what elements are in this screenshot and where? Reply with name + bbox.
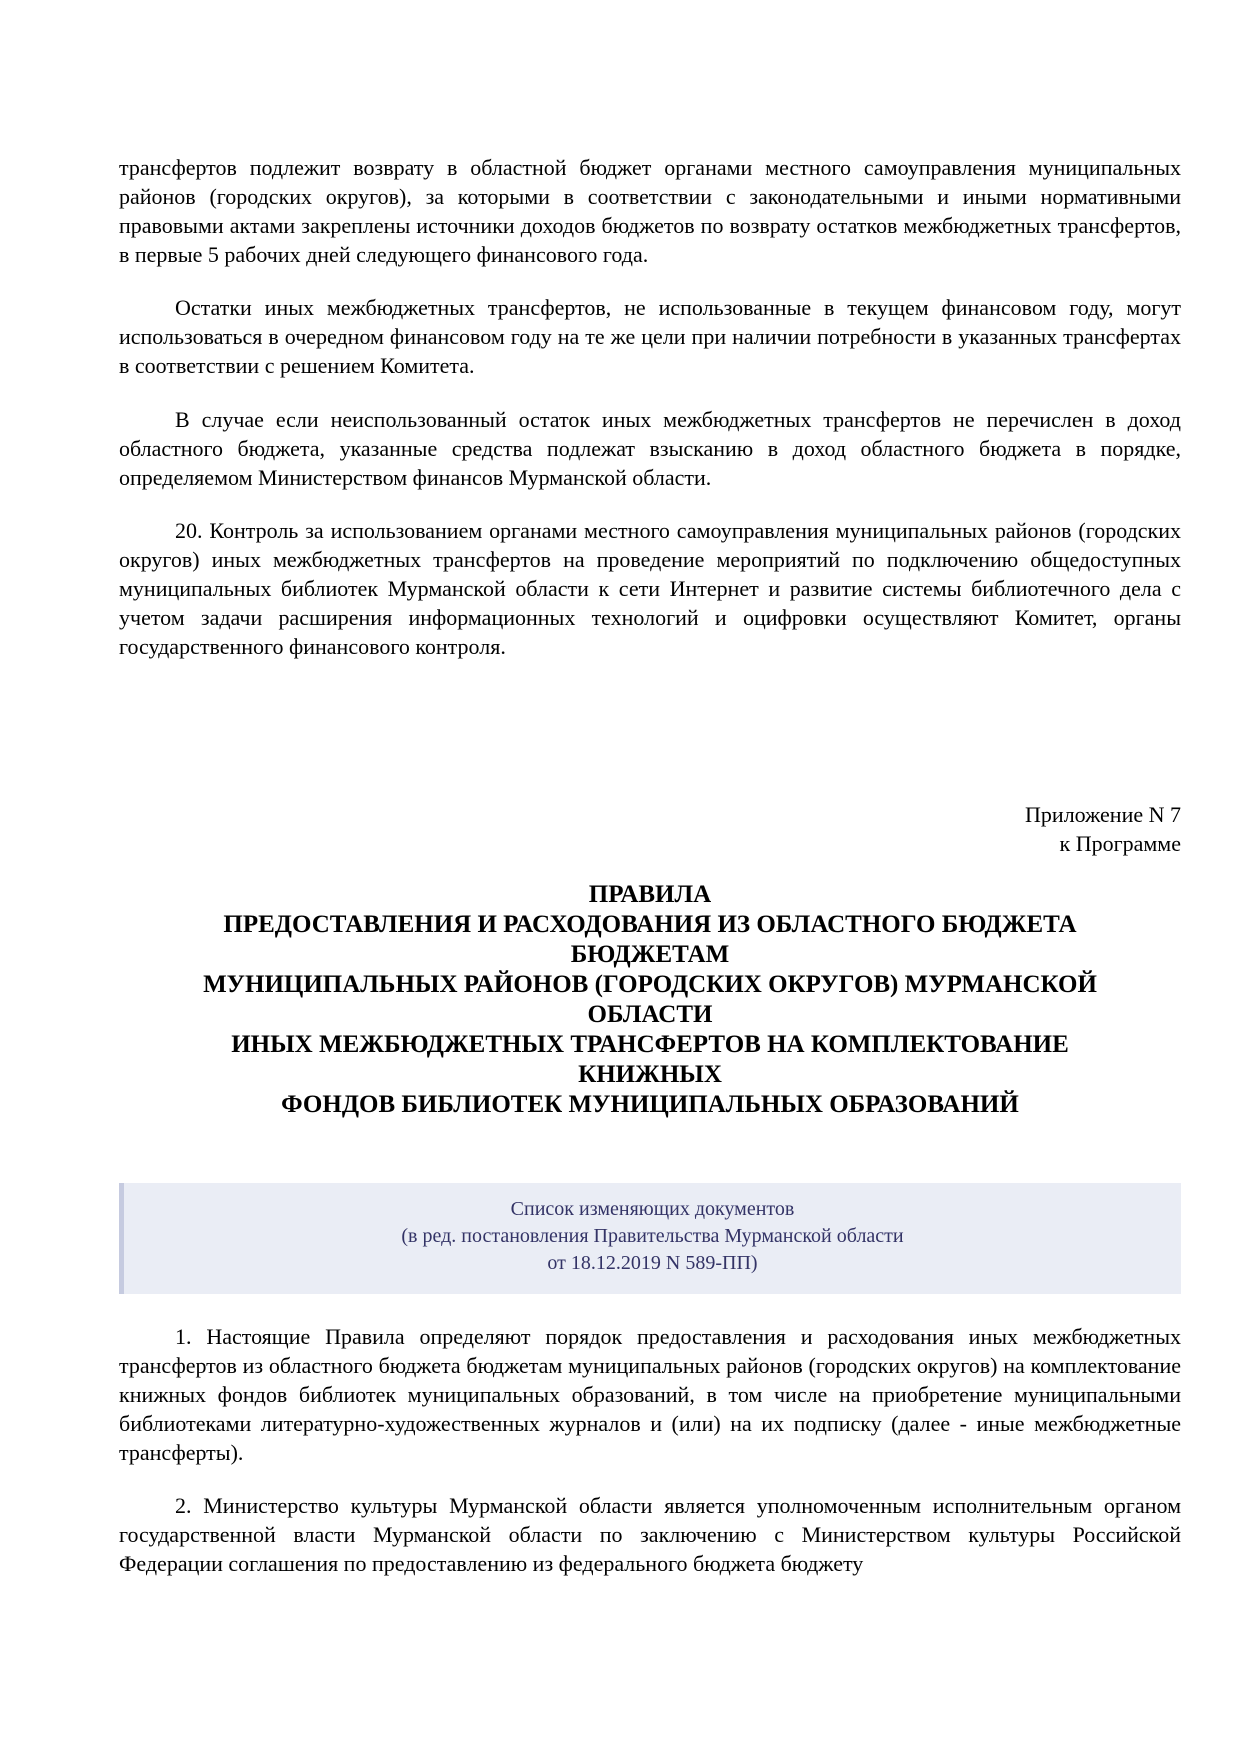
title-line: ПРАВИЛА bbox=[588, 881, 712, 908]
amendments-box bbox=[119, 1183, 1181, 1294]
title-line: ПРЕДОСТАВЛЕНИЯ И РАСХОДОВАНИЯ ИЗ ОБЛАСТНОГО БЮДЖЕТА bbox=[223, 911, 1077, 938]
paragraph-unused-remainder: В случае если неиспользованный остаток иных межбюджетных трансфертов не перечислен в доход областного бюджета, указанные средства подлежат взысканию в доход областного бюджета в порядке, определяемом Министерством финансов Мурманской области. bbox=[119, 407, 1181, 490]
title-line: ОБЛАСТИ bbox=[587, 1001, 713, 1028]
annex-number: Приложение N 7 bbox=[1025, 802, 1181, 827]
annex-label bbox=[1025, 800, 1181, 858]
paragraph-item-20: 20. Контроль за использованием органами местного самоуправления муниципальных районов (городских округов) иных межбюджетных трансфертов на проведение мероприятий по подключению общедоступных муниципальных библиотек Мурманской области к сети Интернет и развитие системы библиотечного дела с учетом задачи расширения информационных технологий и оцифровки осуществляют Комитет, органы государственного финансового контроля. bbox=[119, 518, 1181, 659]
amendments-heading: Список изменяющих документов bbox=[510, 1198, 795, 1220]
title-line: КНИЖНЫХ bbox=[578, 1061, 722, 1088]
paragraph-item-1: 1. Настоящие Правила определяют порядок предоставления и расходования иных межбюджетных трансфертов из областного бюджета бюджетам муниципальных районов (городских округов) на комплектование книжных фондов библиотек муниципальных образований, в том числе на приобретение муниципальными библиотеками литературно-художественных журналов и (или) на их подписку (далее - иные межбюджетные трансферты). bbox=[119, 1324, 1181, 1465]
paragraph-remaining-transfers: Остатки иных межбюджетных трансфертов, не использованные в текущем финансовом году, могут использоваться в очередном финансовом году на те же цели при наличии потребности в указанных трансфертах в соответствии с решением Комитета. bbox=[119, 295, 1181, 378]
paragraph-return-of-transfers: трансфертов подлежит возврату в областной бюджет органами местного самоуправления муниципальных районов (городских округов), за которыми в соответствии с законодательными и иными нормативными правовыми актами закреплены источники доходов бюджетов по возврату остатков межбюджетных трансфертов, в первые 5 рабочих дней следующего финансового года. bbox=[119, 155, 1181, 267]
rules-title bbox=[119, 880, 1181, 1120]
title-line: БЮДЖЕТАМ bbox=[570, 941, 730, 968]
title-line: ФОНДОВ БИБЛИОТЕК МУНИЦИПАЛЬНЫХ ОБРАЗОВАНИЙ bbox=[281, 1091, 1019, 1118]
paragraph-item-2: 2. Министерство культуры Мурманской области является уполномоченным исполнительным органом государственной власти Мурманской области по заключению с Министерством культуры Российской Федерации соглашения по предоставлению из федерального бюджета бюджету bbox=[119, 1493, 1181, 1576]
amendments-line: (в ред. постановления Правительства Мурманской области bbox=[401, 1225, 904, 1247]
title-line: ИНЫХ МЕЖБЮДЖЕТНЫХ ТРАНСФЕРТОВ НА КОМПЛЕКТОВАНИЕ bbox=[231, 1031, 1069, 1058]
annex-program-ref: к Программе bbox=[1059, 831, 1181, 856]
amendments-line: от 18.12.2019 N 589-ПП) bbox=[547, 1252, 758, 1274]
title-line: МУНИЦИПАЛЬНЫХ РАЙОНОВ (ГОРОДСКИХ ОКРУГОВ) МУРМАНСКОЙ bbox=[203, 971, 1097, 998]
